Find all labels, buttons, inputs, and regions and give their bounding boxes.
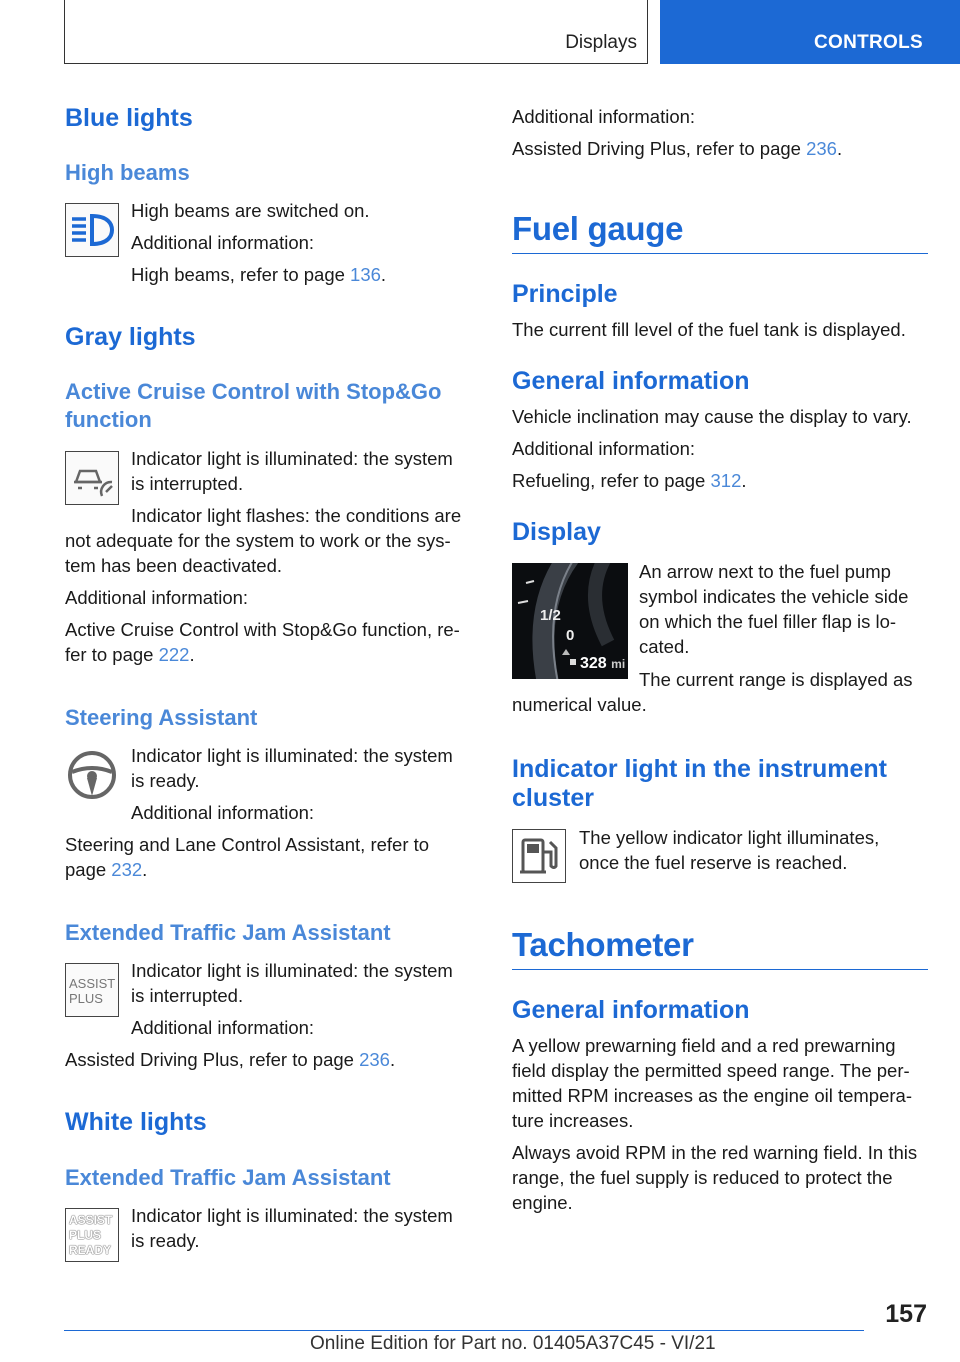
acc-text-2: is interrupted.: [131, 473, 244, 494]
heading-white-lights: White lights: [65, 1108, 207, 1136]
assist-plus-gray-icon: [65, 963, 119, 1017]
acc-text-1: Indicator light is illuminated: the system: [131, 448, 453, 469]
principle-text: The current fill level of the fuel tank is displayed.: [512, 319, 906, 340]
tacho-text-1: A yellow prewarning field and a red prewarning: [512, 1035, 896, 1056]
tachometer-rule: [512, 969, 928, 970]
high-beam-icon: [65, 203, 119, 257]
tacho-text-6: range, the fuel supply is reduced to protect the: [512, 1167, 893, 1188]
display-text-1: An arrow next to the fuel pump: [639, 561, 891, 582]
heading-display: Display: [512, 518, 601, 546]
heading-indicator-line2: cluster: [512, 784, 594, 812]
tacho-text-3: mitted RPM increases as the engine oil tempera-: [512, 1085, 912, 1106]
heading-fuel-gauge: Fuel gauge: [512, 210, 684, 247]
indicator-text-2: once the fuel reserve is reached.: [579, 852, 848, 873]
page-link-232[interactable]: 232: [111, 859, 143, 880]
right-top-text-1: Additional information:: [512, 106, 696, 127]
acc-text-5: tem has been deactivated.: [65, 555, 283, 576]
assist-plus-ready-label: ASSIST PLUS READY: [69, 1213, 113, 1257]
heading-indicator-line1: Indicator light in the instrument: [512, 755, 887, 783]
header-box: [64, 0, 648, 64]
header-chapter-tab[interactable]: [660, 0, 960, 64]
steering-wheel-icon: [65, 748, 119, 802]
steering-text-4: Steering and Lane Control Assistant, refer to: [65, 834, 430, 855]
heading-principle: Principle: [512, 280, 618, 308]
display-text-6: numerical value.: [512, 694, 647, 715]
assist-plus-gray-label: ASSIST PLUS: [69, 976, 116, 1006]
steering-text-1: Indicator light is illuminated: the system: [131, 745, 453, 766]
header-chapter-label: CONTROLS: [814, 32, 924, 53]
etja-gray-ref: Assisted Driving Plus, refer to page 236.: [65, 1049, 396, 1070]
acc-text-6: Additional information:: [65, 587, 249, 608]
fuel-empty-mark: 0: [566, 627, 575, 644]
heading-general-information: General information: [512, 367, 750, 395]
steering-ref: page 232.: [65, 859, 148, 880]
fuel-gauge-rule: [512, 253, 928, 254]
display-text-4: cated.: [639, 636, 690, 657]
heading-tacho-general-information: General information: [512, 996, 750, 1024]
assist-plus-ready-icon: [65, 1208, 119, 1262]
etja-gray-text-3: Additional information:: [131, 1017, 315, 1038]
acc-ref: fer to page 222.: [65, 644, 195, 665]
heading-blue-lights: Blue lights: [65, 104, 193, 132]
heading-tachometer: Tachometer: [512, 926, 694, 963]
tacho-text-2: field display the permitted speed range. The per-: [512, 1060, 910, 1081]
fuel-gauge-display-photo: [512, 563, 628, 679]
cruise-control-icon: [65, 451, 119, 505]
acc-text-3: Indicator light flashes: the conditions are: [131, 505, 462, 526]
indicator-text-1: The yellow indicator light illuminates,: [579, 827, 880, 848]
general-text-2: Additional information:: [512, 438, 696, 459]
footer-edition: Online Edition for Part no. 01405A37C45 - VI/21: [310, 1333, 716, 1354]
general-ref: Refueling, refer to page 312.: [512, 470, 747, 491]
page-link-312[interactable]: 312: [710, 470, 742, 491]
high-beams-text-2: Additional information:: [131, 232, 315, 253]
steering-text-2: is ready.: [131, 770, 200, 791]
etja-gray-text-2: is interrupted.: [131, 985, 244, 1006]
tacho-text-5: Always avoid RPM in the red warning field. In this: [512, 1142, 918, 1163]
page-link-222[interactable]: 222: [158, 644, 190, 665]
header-section-title: Displays: [565, 32, 637, 53]
page-link-236-left[interactable]: 236: [359, 1049, 390, 1070]
footer-rule: [64, 1330, 864, 1331]
acc-text-4: not adequate for the system to work or the sys-: [65, 530, 451, 551]
heading-etja-white: Extended Traffic Jam Assistant: [65, 1165, 391, 1190]
etja-gray-text-1: Indicator light is illuminated: the system: [131, 960, 453, 981]
heading-gray-lights: Gray lights: [65, 323, 196, 351]
fuel-pump-icon: [512, 829, 566, 883]
fuel-half-mark: 1/2: [540, 607, 561, 624]
heading-high-beams: High beams: [65, 160, 190, 185]
display-text-3: on which the fuel filler flap is lo-: [639, 611, 897, 632]
etja-white-text-1: Indicator light is illuminated: the system: [131, 1205, 453, 1226]
heading-acc-line2: function: [65, 407, 152, 432]
steering-text-3: Additional information:: [131, 802, 315, 823]
range-value: 328 mi: [580, 655, 626, 672]
right-top-ref: Assisted Driving Plus, refer to page 236.: [512, 138, 843, 159]
tacho-text-7: engine.: [512, 1192, 573, 1213]
high-beams-text-1: High beams are switched on.: [131, 200, 370, 221]
display-text-5: The current range is displayed as: [639, 669, 913, 690]
page-number: 157: [885, 1300, 927, 1328]
page-link-136[interactable]: 136: [350, 264, 381, 285]
heading-etja-gray: Extended Traffic Jam Assistant: [65, 920, 391, 945]
tacho-text-4: ture increases.: [512, 1110, 634, 1131]
heading-acc-line1: Active Cruise Control with Stop&Go: [65, 379, 442, 404]
page-link-236-right[interactable]: 236: [806, 138, 837, 159]
acc-text-7: Active Cruise Control with Stop&Go function, re-: [65, 619, 460, 640]
display-text-2: symbol indicates the vehicle side: [639, 586, 909, 607]
heading-steering-assistant: Steering Assistant: [65, 705, 258, 730]
high-beams-ref: High beams, refer to page 136.: [131, 264, 387, 285]
general-text-1: Vehicle inclination may cause the display to vary.: [512, 406, 912, 427]
etja-white-text-2: is ready.: [131, 1230, 200, 1251]
